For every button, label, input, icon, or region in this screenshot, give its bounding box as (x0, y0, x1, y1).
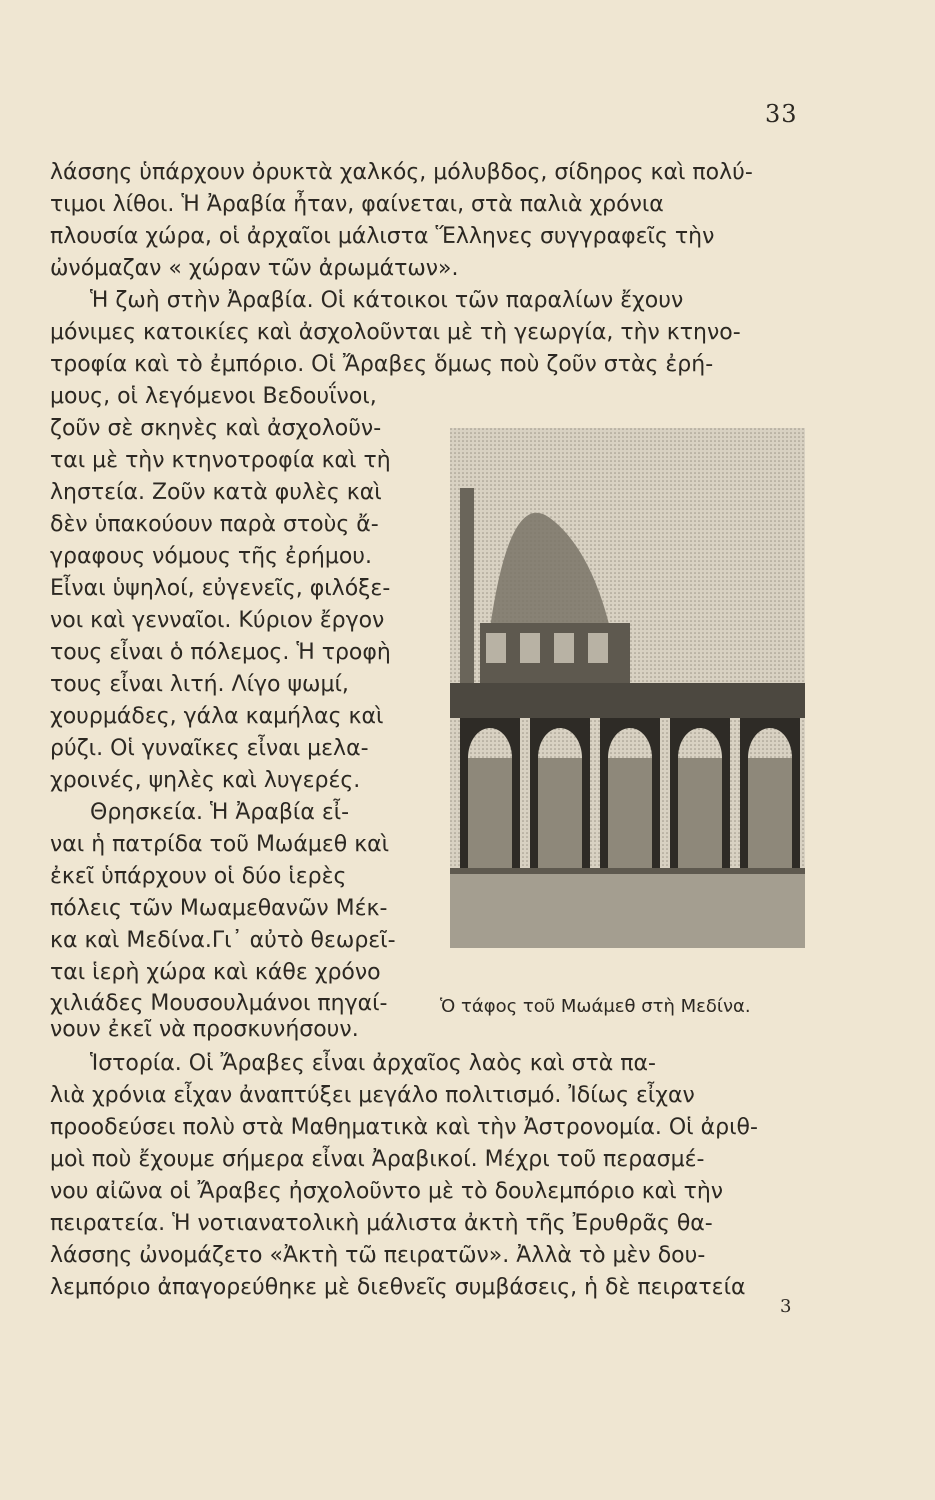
text-line: τους εἶναι λιτή. Λίγο ψωμί, (50, 672, 349, 697)
text-line: γραφους νόμους τῆς ἐρήμου. (50, 544, 373, 569)
text-line: δὲν ὑπακούουν παρὰ στοὺς ἄ- (50, 512, 379, 537)
text-line: λιὰ χρόνια εἶχαν ἀναπτύξει μεγάλο πολιτισμό. Ἰδίως εἶχαν (50, 1083, 695, 1108)
after-photo-text (50, 988, 387, 1046)
tomb-illustration (450, 428, 805, 948)
text-line: νουν ἐκεῖ νὰ προσκυνήσουν. (50, 1017, 359, 1042)
text-line: μοὶ ποὺ ἔχουμε σήμερα εἶναι Ἀραβικοί. Μέχρι τοῦ περασμέ- (50, 1147, 705, 1172)
top-paragraph (50, 157, 810, 413)
text-line: πόλεις τῶν Μωαμεθανῶν Μέκ- (50, 896, 388, 921)
signature-mark: 3 (780, 1296, 792, 1317)
text-line: λάσσης ὑπάρχουν ὀρυκτὰ χαλκός, μόλυβδος, σίδηρος καὶ πολύ- (50, 160, 753, 185)
text-line: πλουσία χώρα, οἱ ἀρχαῖοι μάλιστα Ἕλληνες συγγραφεῖς τὴν (50, 224, 715, 249)
text-line: Θρησκεία. Ἡ Ἀραβία εἶ- (90, 800, 350, 825)
text-line: χιλιάδες Μουσουλμάνοι πηγαί- (50, 991, 388, 1016)
text-line: Εἶναι ὑψηλοί, εὐγενεῖς, φιλόξε- (50, 576, 391, 601)
text-line: ληστεία. Ζοῦν κατὰ φυλὲς καὶ (50, 480, 382, 505)
tomb-photo (450, 428, 805, 948)
text-line: ὠνόμαζαν « χώραν τῶν ἀρωμάτων». (50, 256, 459, 281)
text-line: τιμοι λίθοι. Ἡ Ἀραβία ἦταν, φαίνεται, στὰ παλιὰ χρόνια (50, 192, 664, 217)
text-line: Ἱστορία. Οἱ Ἄραβες εἶναι ἀρχαῖος λαὸς καὶ στὰ πα- (90, 1051, 656, 1076)
text-line: ναι ἡ πατρίδα τοῦ Μωάμεθ καὶ (50, 832, 390, 857)
text-line: ται μὲ τὴν κτηνοτροφία καὶ τὴ (50, 448, 391, 473)
text-line: νου αἰῶνα οἱ Ἄραβες ἠσχολοῦντο μὲ τὸ δουλεμπόριο καὶ τὴν (50, 1179, 724, 1204)
text-line: μους, οἱ λεγόμενοι Βεδουΐνοι, (50, 384, 377, 409)
bottom-paragraph (50, 1048, 810, 1304)
photo-caption: Ὁ τάφος τοῦ Μωάμεθ στὴ Μεδίνα. (440, 996, 751, 1017)
text-line: προοδεύσει πολὺ στὰ Μαθηματικὰ καὶ τὴν Ἀστρονομία. Οἱ ἀριθ- (50, 1115, 758, 1140)
page-number: 33 (765, 100, 798, 128)
text-line: ζοῦν σὲ σκηνὲς καὶ ἀσχολοῦν- (50, 416, 382, 441)
text-line: χουρμάδες, γάλα καμήλας καὶ (50, 704, 384, 729)
text-line: χροινές, ψηλὲς καὶ λυγερές. (50, 768, 361, 793)
text-line: κα καὶ Μεδίνα.Γι᾽ αὐτὸ θεωρεῖ- (50, 928, 396, 953)
text-line: ρύζι. Οἱ γυναῖκες εἶναι μελα- (50, 736, 369, 761)
text-line: λάσσης ὠνομάζετο «Ἀκτὴ τῶ πειρατῶν». Ἀλλὰ τὸ μὲν δου- (50, 1243, 706, 1268)
text-line: ται ἱερὴ χώρα καὶ κάθε χρόνο (50, 960, 381, 985)
text-line: μόνιμες κατοικίες καὶ ἀσχολοῦνται μὲ τὴ γεωργία, τὴν κτηνο- (50, 320, 741, 345)
text-line: τροφία καὶ τὸ ἐμπόριο. Οἱ Ἄραβες ὅμως ποὺ ζοῦν στὰς ἐρή- (50, 352, 714, 377)
text-line: νοι καὶ γενναῖοι. Κύριον ἔργον (50, 608, 385, 633)
text-line: πειρατεία. Ἡ νοτιανατολικὴ μάλιστα ἀκτὴ τῆς Ἐρυθρᾶς θα- (50, 1211, 713, 1236)
text-line: Ἡ ζωὴ στὴν Ἀραβία. Οἱ κάτοικοι τῶν παραλίων ἔχουν (90, 288, 684, 313)
text-line: ἐκεῖ ὑπάρχουν οἱ δύο ἱερὲς (50, 864, 347, 889)
narrow-column (50, 413, 435, 989)
text-line: λεμπόριο ἀπαγορεύθηκε μὲ διεθνεῖς συμβάσεις, ἡ δὲ πειρατεία (50, 1275, 746, 1300)
text-line: τους εἶναι ὁ πόλεμος. Ἡ τροφὴ (50, 640, 391, 665)
